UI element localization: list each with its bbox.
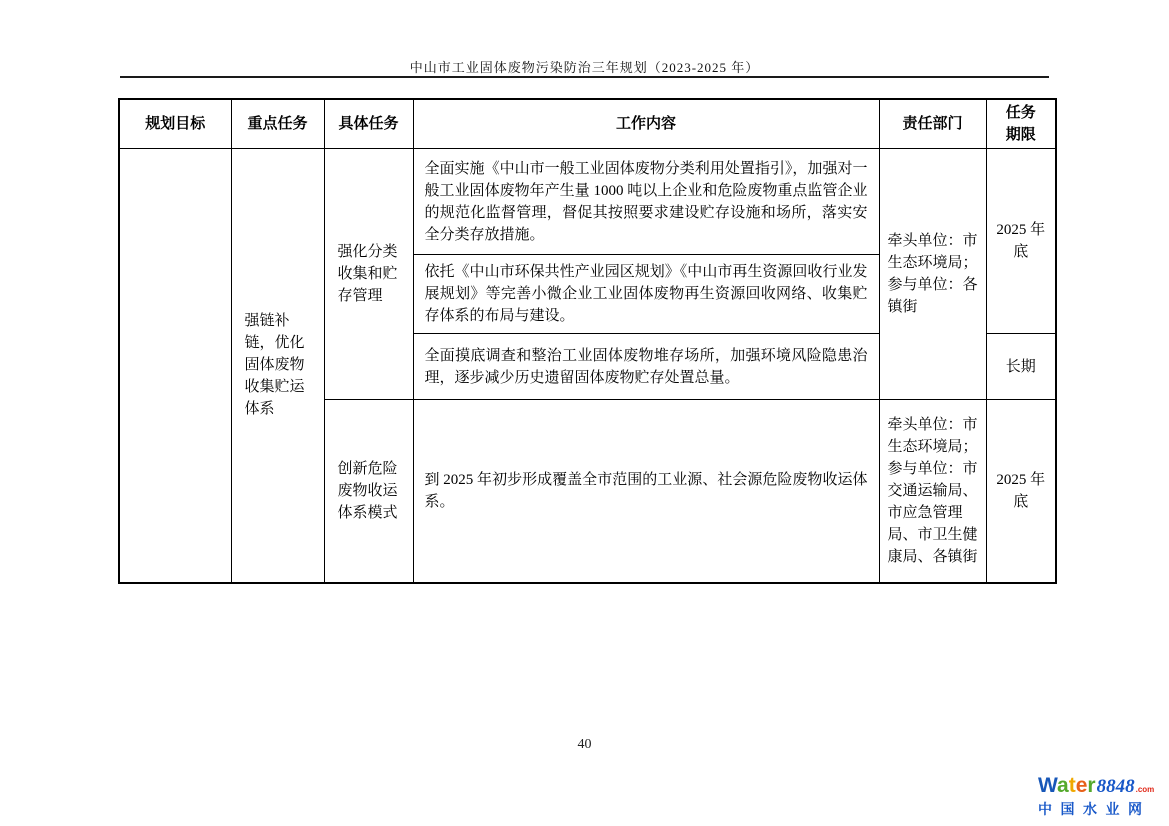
col-header-specific-task: 具体任务 — [324, 99, 413, 149]
planning-goal-cell — [119, 149, 231, 583]
plan-task-table — [118, 98, 1057, 584]
table-row — [119, 149, 1056, 255]
header-divider-line — [120, 76, 1049, 78]
col-header-key-task: 重点任务 — [231, 99, 324, 149]
col-header-planning-goal: 规划目标 — [119, 99, 231, 149]
work-content-cell-4: 到 2025 年初步形成覆盖全市范围的工业源、社会源危险废物收运体系。 — [413, 400, 879, 583]
department-cell-1: 牵头单位：市生态环境局；参与单位：各镇街 — [879, 149, 986, 400]
logo-letter-r: r — [1087, 774, 1096, 797]
col-header-deadline: 任务期限 — [986, 99, 1056, 149]
col-header-work-content: 工作内容 — [413, 99, 879, 149]
logo-letter-w: W — [1038, 774, 1058, 797]
logo-com-suffix: .com — [1135, 785, 1155, 794]
page-number: 40 — [577, 737, 592, 752]
logo-letter-e: e — [1075, 774, 1088, 797]
col-header-department: 责任部门 — [879, 99, 986, 149]
specific-task-cell-1: 强化分类收集和贮存管理 — [324, 149, 413, 400]
deadline-cell-1: 2025 年底 — [986, 149, 1056, 334]
logo-water-text — [1038, 774, 1096, 798]
logo-8848-number: 8848 — [1096, 776, 1135, 797]
deadline-cell-2: 长期 — [986, 334, 1056, 400]
document-header-title: 中山市工业固体废物污染防治三年规划（2023-2025 年） — [409, 60, 760, 75]
key-task-cell: 强链补链，优化固体废物收集贮运体系 — [231, 149, 324, 583]
table-header-row — [119, 99, 1056, 149]
deadline-cell-3: 2025 年底 — [986, 400, 1056, 583]
logo-letter-a: a — [1057, 774, 1069, 797]
department-cell-2: 牵头单位：市生态环境局；参与单位：市交通运输局、市应急管理局、市卫生健康局、各镇街 — [879, 400, 986, 583]
water8848-logo — [1038, 774, 1166, 819]
specific-task-cell-2: 创新危险废物收运体系模式 — [324, 400, 413, 583]
logo-cn-name: 中国水业网 — [1038, 801, 1151, 817]
work-content-cell-1: 全面实施《中山市一般工业固体废物分类利用处置指引》，加强对一般工业固体废物年产生量 1000 吨以上企业和危险废物重点监管企业的规范化监督管理，督促其按照要求建设贮存设施和场所，落实安全分类存放措施。 — [413, 149, 879, 255]
logo-letter-t: t — [1068, 774, 1076, 797]
work-content-cell-3: 全面摸底调查和整治工业固体废物堆存场所，加强环境风险隐患治理，逐步减少历史遗留固体废物贮存处置总量。 — [413, 334, 879, 400]
work-content-cell-2: 依托《中山市环保共性产业园区规划》《中山市再生资源回收行业发展规划》等完善小微企业工业固体废物再生资源回收网络、收集贮存体系的布局与建设。 — [413, 255, 879, 334]
logo-wordmark — [1038, 774, 1166, 798]
